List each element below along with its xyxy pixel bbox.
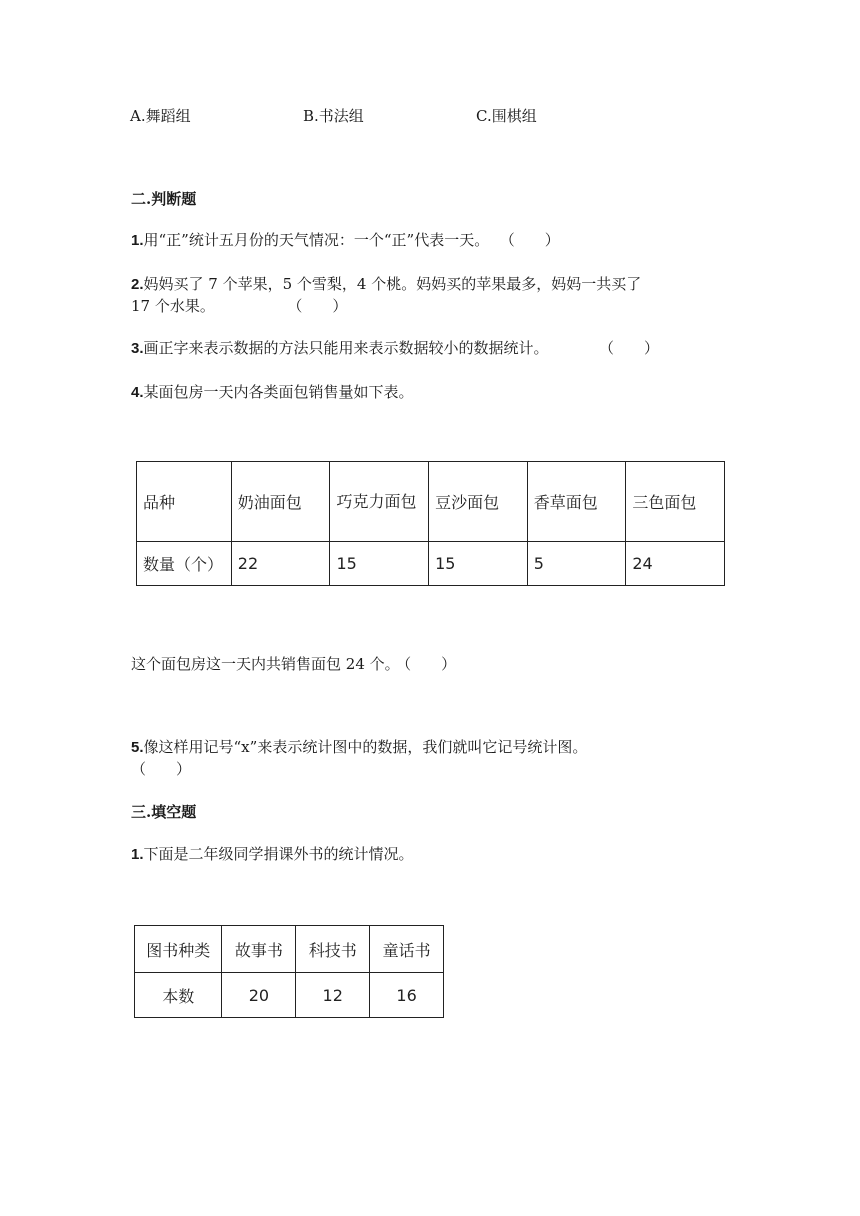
table-row [137, 542, 725, 586]
question-4 [131, 382, 414, 403]
question-text: 用“正”统计五月份的天气情况：一个“正”代表一天。 [143, 231, 490, 249]
table-cell: 15 [330, 542, 429, 586]
fill-question-1 [131, 844, 414, 865]
question-2-line2 [131, 296, 347, 316]
question-2-line1 [131, 274, 641, 295]
question-text-continued: 17 个水果。 [131, 297, 215, 315]
option-c: C.围棋组 [476, 107, 537, 125]
question-text: 下面是二年级同学捐课外书的统计情况。 [143, 845, 414, 863]
question-3 [131, 338, 659, 359]
table-cell: 本数 [135, 973, 222, 1018]
table-cell: 图书种类 [135, 926, 222, 973]
question-number: 1. [131, 232, 144, 249]
question-number: 2. [131, 276, 144, 293]
table-cell: 故事书 [222, 926, 296, 973]
option-a: A.舞蹈组 [130, 107, 191, 125]
table-cell: 24 [626, 542, 725, 586]
table-cell: 16 [370, 973, 444, 1018]
table-cell: 三色面包 [626, 462, 725, 542]
table-row-header [135, 926, 444, 973]
answer-paren: （ ） [294, 297, 348, 315]
question-number: 5. [131, 739, 144, 756]
question-5 [131, 737, 587, 758]
table-cell: 12 [296, 973, 370, 1018]
table-cell: 香草面包 [527, 462, 626, 542]
question-number: 3. [131, 340, 144, 357]
answer-paren: （ ） [131, 760, 192, 778]
question-text: 像这样用记号“x”来表示统计图中的数据，我们就叫它记号统计图。 [143, 738, 588, 756]
table-row-header [137, 462, 725, 542]
question-4-statement [131, 654, 456, 674]
option-b: B.书法组 [303, 107, 364, 125]
table-cell: 巧克力面包 [330, 462, 429, 542]
table-cell: 22 [231, 542, 330, 586]
table-cell: 品种 [137, 462, 232, 542]
question-text: 画正字来表示数据的方法只能用来表示数据较小的数据统计。 [143, 339, 549, 357]
question-number: 1. [131, 846, 144, 863]
table-cell: 20 [222, 973, 296, 1018]
section-title-judgement: 二.判断题 [131, 190, 197, 208]
table-cell: 15 [429, 542, 528, 586]
table-cell: 童话书 [370, 926, 444, 973]
question-text: 这个面包房这一天内共销售面包 24 个。 [131, 655, 400, 673]
table-cell: 5 [527, 542, 626, 586]
question-text: 妈妈买了 7 个苹果，5 个雪梨，4 个桃。妈妈买的苹果最多，妈妈一共买了 [143, 275, 642, 293]
book-donation-table [134, 925, 444, 1018]
table-row [135, 973, 444, 1018]
question-1 [131, 230, 560, 251]
answer-paren: （ ） [403, 655, 457, 673]
table-cell: 科技书 [296, 926, 370, 973]
table-cell: 奶油面包 [231, 462, 330, 542]
answer-paren: （ ） [606, 339, 660, 357]
table-cell: 豆沙面包 [429, 462, 528, 542]
question-text: 某面包房一天内各类面包销售量如下表。 [143, 383, 414, 401]
question-number: 4. [131, 384, 144, 401]
bread-sales-table [136, 461, 725, 586]
section-title-fill-blank: 三.填空题 [131, 803, 197, 821]
table-cell: 数量（个） [137, 542, 232, 586]
answer-paren: （ ） [507, 231, 560, 249]
